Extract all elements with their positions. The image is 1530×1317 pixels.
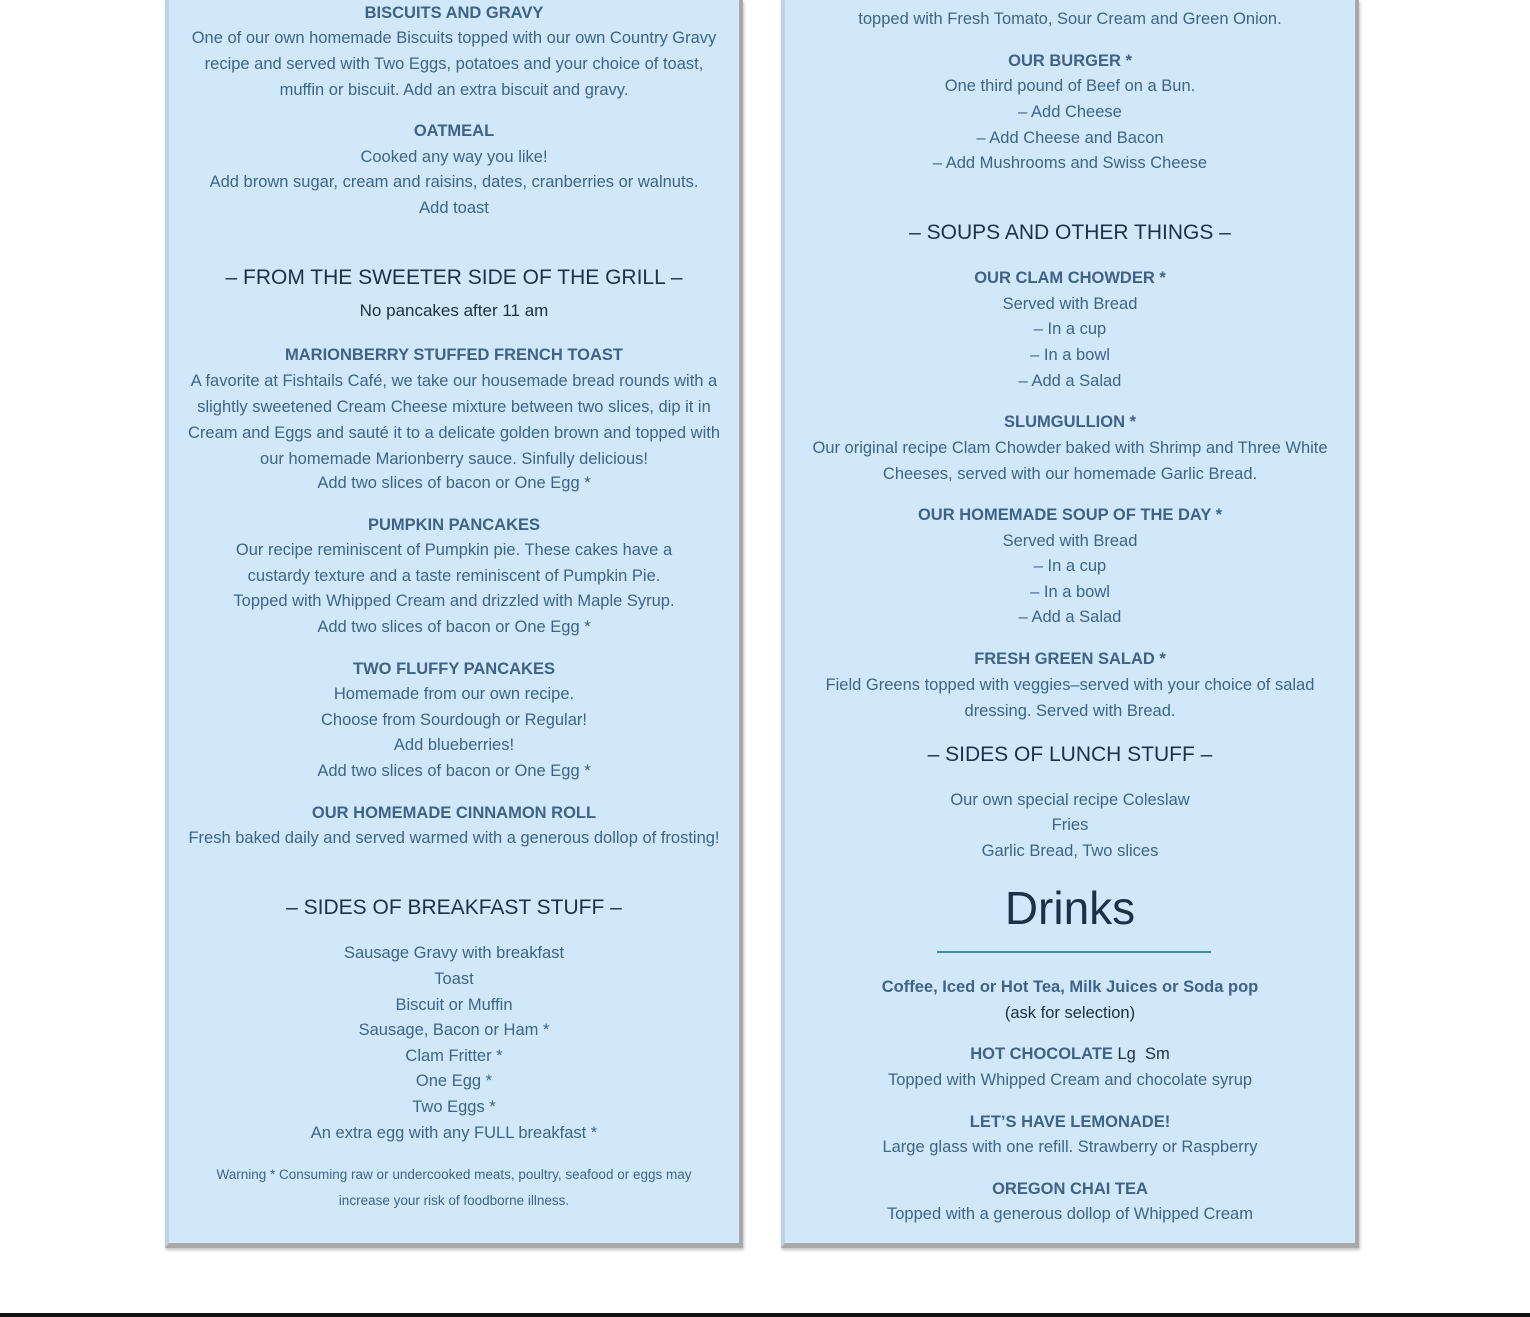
menu-item-title: OUR CLAM CHOWDER * [974,269,1166,287]
list-item: Two Eggs * [412,1098,496,1116]
menu-item-note: (ask for selection) [1004,1004,1136,1022]
menu-item-line: Choose from Sourdough or Regular! [321,711,587,729]
menu-item-option: – In a bowl [1030,346,1110,364]
list-item: Clam Fritter * [405,1047,503,1065]
list-item: Fries [1051,816,1089,834]
menu-item-title: OUR HOMEMADE SOUP OF THE DAY * [917,506,1223,524]
menu-item-description: One of our own homemade Biscuits topped with our own Country Gravy recipe and served with Two Eggs, potatoes and your choice of toast, muffin or biscuit. Add an extra biscuit and gravy. [191,29,717,99]
drinks-title: Drinks [1004,882,1136,934]
menu-item-addon: Add two slices of bacon or One Egg * [317,474,591,492]
menu-item-title: OUR HOMEMADE CINNAMON ROLL [311,804,597,822]
foodborne-warning: Warning * Consuming raw or undercooked meats, poultry, seafood or eggs may increase your risk of foodborne illness. [216,1167,692,1208]
menu-item-option: – Add Cheese and Bacon [976,129,1164,147]
hot-chocolate-title: HOT CHOCOLATE [970,1045,1113,1063]
menu-item-title: BISCUITS AND GRAVY [364,4,544,22]
menu-item-option: – In a cup [1033,557,1107,575]
footer-bar [0,1313,1530,1317]
section-heading: – SIDES OF BREAKFAST STUFF – [286,896,622,919]
menu-item-line: Add blueberries! [393,736,515,754]
list-item: Toast [434,970,474,988]
menu-item-description: Field Greens topped with veggies–served with your choice of salad dressing. Served with Bread. [825,676,1315,720]
menu-item-title: Coffee, Iced or Hot Tea, Milk Juices or Soda pop [881,978,1259,996]
menu-item-line: Add brown sugar, cream and raisins, dates, cranberries or walnuts. [209,173,699,191]
menu-item-addon: Add two slices of bacon or One Egg * [317,618,591,636]
menu-item-title: OATMEAL [413,122,495,140]
menu-item-description: topped with Fresh Tomato, Sour Cream and Green Onion. [858,10,1282,28]
size-options: Lg Sm [1117,1045,1170,1063]
menu-item-title: FRESH GREEN SALAD * [974,650,1166,668]
menu-item-title [785,1041,1355,1067]
menu-item-title: OUR BURGER * [1008,52,1132,70]
menu-item-option: – Add a Salad [1018,372,1122,390]
list-item: An extra egg with any FULL breakfast * [310,1124,598,1142]
section-heading: – SOUPS AND OTHER THINGS – [909,221,1231,244]
menu-item-title: PUMPKIN PANCAKES [367,516,541,534]
menu-item-line: Served with Bread [1002,532,1138,550]
menu-item-option: – Add a Salad [1018,608,1122,626]
menu-item-option: – Add Mushrooms and Swiss Cheese [932,154,1208,172]
menu-item-title: OREGON CHAI TEA [992,1180,1148,1198]
list-item: Garlic Bread, Two slices [981,842,1159,860]
section-heading: – FROM THE SWEETER SIDE OF THE GRILL – [225,266,683,289]
list-item: One Egg * [415,1072,493,1090]
menu-item-option: – In a bowl [1030,583,1110,601]
menu-item-line: Served with Bread [1002,295,1138,313]
menu-item-option: – In a cup [1033,320,1107,338]
menu-item-description: Topped with Whipped Cream and chocolate syrup [887,1071,1253,1089]
list-item: Biscuit or Muffin [395,996,513,1014]
menu-item-line: Cooked any way you like! [360,148,548,166]
menu-item-title: TWO FLUFFY PANCAKES [353,660,555,678]
menu-item-description: A favorite at Fishtails Café, we take our housemade bread rounds with a slightly sweetened Cream Cheese mixture between two slices, dip it in Cream and Eggs and sauté it to a delicate golden brown and topped with our homemade Marionberry sauce. Sinfully delicious! [187,372,721,468]
menu-item-addon: Add two slices of bacon or One Egg * [317,762,591,780]
menu-item-description: Our recipe reminiscent of Pumpkin pie. These cakes have a custardy texture and a taste reminiscent of Pumpkin Pie. [235,541,673,585]
menu-item-line: Homemade from our own recipe. [333,685,575,703]
menu-item-title: MARIONBERRY STUFFED FRENCH TOAST [285,346,623,364]
menu-item-option: – Add Cheese [1018,103,1122,121]
section-note: No pancakes after 11 am [359,301,549,320]
menu-item-description: Our original recipe Clam Chowder baked with Shrimp and Three White Cheeses, served with our homemade Garlic Bread. [812,439,1328,483]
menu-item-description: Large glass with one refill. Strawberry or Raspberry [882,1138,1258,1156]
menu-item-title: SLUMGULLION * [1004,413,1136,431]
list-item: Our own special recipe Coleslaw [950,791,1190,809]
list-item: Sausage, Bacon or Ham * [358,1021,550,1039]
list-item: Sausage Gravy with breakfast [343,944,565,962]
menu-item-line: Add toast [419,199,489,217]
menu-item-title: LET’S HAVE LEMONADE! [969,1113,1171,1131]
drinks-divider [937,951,1211,953]
section-heading: – SIDES OF LUNCH STUFF – [927,743,1213,766]
menu-item-description: Topped with a generous dollop of Whipped Cream [887,1205,1253,1223]
menu-item-line: Topped with Whipped Cream and drizzled with Maple Syrup. [233,592,675,610]
menu-item-description: Fresh baked daily and served warmed with a generous dollop of frosting! [188,829,720,847]
menu-item-line: One third pound of Beef on a Bun. [944,77,1196,95]
lunch-drinks-menu-column [781,0,1359,1248]
breakfast-menu-column [165,0,743,1248]
